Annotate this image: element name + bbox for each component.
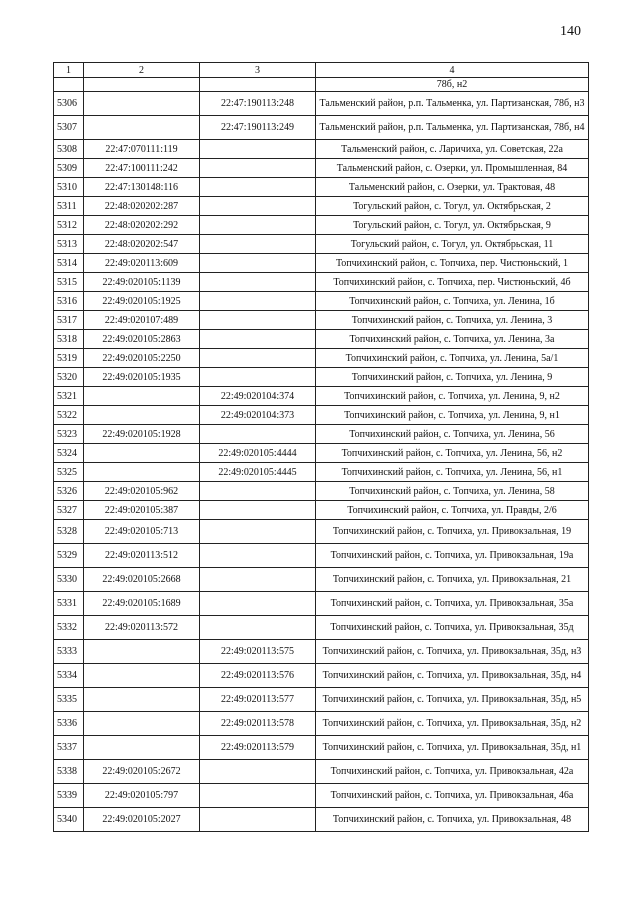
row-number-cell: 5307 (54, 116, 84, 140)
cadastral-number-cell: 22:49:020113:572 (84, 616, 200, 640)
continuation-row (54, 78, 589, 92)
cadastral-number-cell (84, 92, 200, 116)
row-number-cell: 5323 (54, 425, 84, 444)
row-number-cell (54, 78, 84, 92)
row-number-cell: 5308 (54, 140, 84, 159)
cadastral-number-cell: 22:49:020113:512 (84, 544, 200, 568)
table-row (54, 368, 589, 387)
page-number: 140 (560, 24, 581, 39)
cadastral-number-cell (84, 444, 200, 463)
cadastral-number-premises-cell (200, 140, 316, 159)
cadastral-number-cell: 22:49:020105:1925 (84, 292, 200, 311)
address-cell: Топчихинский район, с. Топчиха, ул. Ленина, 5а/1 (316, 349, 589, 368)
cadastral-number-premises-cell (200, 235, 316, 254)
cadastral-number-premises-cell: 22:49:020113:575 (200, 640, 316, 664)
row-number-cell: 5334 (54, 664, 84, 688)
cadastral-number-cell (84, 387, 200, 406)
row-number-cell: 5321 (54, 387, 84, 406)
cadastral-number-cell (84, 712, 200, 736)
table-row (54, 406, 589, 425)
row-number-cell: 5337 (54, 736, 84, 760)
table-row (54, 216, 589, 235)
row-number-cell: 5313 (54, 235, 84, 254)
address-cell: Топчихинский район, с. Топчиха, пер. Чистюньский, 4б (316, 273, 589, 292)
cadastral-number-cell: 22:47:070111:119 (84, 140, 200, 159)
row-number-cell: 5314 (54, 254, 84, 273)
cadastral-number-cell (84, 688, 200, 712)
header-col-2: 2 (84, 63, 200, 78)
row-number-cell: 5310 (54, 178, 84, 197)
header-col-4: 4 (316, 63, 589, 78)
row-number-cell: 5311 (54, 197, 84, 216)
address-cell: Топчихинский район, с. Топчиха, ул. Ленина, 58 (316, 482, 589, 501)
address-cell: Топчихинский район, с. Топчиха, ул. Привокзальная, 35д (316, 616, 589, 640)
address-cell: Топчихинский район, с. Топчиха, ул. Привокзальная, 35д, н1 (316, 736, 589, 760)
cadastral-number-premises-cell: 22:49:020105:4445 (200, 463, 316, 482)
header-col-1: 1 (54, 63, 84, 78)
cadastral-number-cell: 22:49:020105:1689 (84, 592, 200, 616)
cadastral-number-premises-cell (200, 616, 316, 640)
table-row (54, 444, 589, 463)
cadastral-number-cell (84, 640, 200, 664)
cadastral-number-premises-cell: 22:49:020104:374 (200, 387, 316, 406)
table-row (54, 387, 589, 406)
table-row (54, 116, 589, 140)
cadastral-number-premises-cell: 22:49:020105:4444 (200, 444, 316, 463)
cadastral-number-premises-cell (200, 216, 316, 235)
table-row (54, 292, 589, 311)
cadastral-number-premises-cell (200, 592, 316, 616)
address-cell: Тогульский район, с. Тогул, ул. Октябрьская, 11 (316, 235, 589, 254)
cadastral-number-premises-cell: 22:49:020104:373 (200, 406, 316, 425)
address-cell: Топчихинский район, с. Топчиха, ул. Ленина, 56 (316, 425, 589, 444)
table-row (54, 235, 589, 254)
cadastral-number-cell (84, 78, 200, 92)
address-cell: Топчихинский район, с. Топчиха, ул. Привокзальная, 35д, н2 (316, 712, 589, 736)
table-row (54, 544, 589, 568)
row-number-cell: 5340 (54, 808, 84, 832)
cadastral-number-premises-cell: 22:47:190113:248 (200, 92, 316, 116)
table-row (54, 425, 589, 444)
table-row (54, 501, 589, 520)
cadastral-number-cell (84, 406, 200, 425)
row-number-cell: 5315 (54, 273, 84, 292)
table-row (54, 640, 589, 664)
cadastral-number-cell: 22:49:020105:387 (84, 501, 200, 520)
cadastral-number-cell (84, 736, 200, 760)
cadastral-number-cell: 22:49:020105:713 (84, 520, 200, 544)
row-number-cell: 5319 (54, 349, 84, 368)
row-number-cell: 5338 (54, 760, 84, 784)
cadastral-number-premises-cell: 22:49:020113:577 (200, 688, 316, 712)
address-cell: Топчихинский район, с. Топчиха, ул. Привокзальная, 21 (316, 568, 589, 592)
cadastral-number-cell: 22:48:020202:287 (84, 197, 200, 216)
address-cell: Топчихинский район, с. Топчиха, ул. Привокзальная, 35а (316, 592, 589, 616)
table-row (54, 273, 589, 292)
address-cell: Топчихинский район, с. Топчиха, ул. Ленина, 56, н2 (316, 444, 589, 463)
cadastral-number-premises-cell (200, 330, 316, 349)
address-cell: Тальменский район, р.п. Тальменка, ул. Партизанская, 78б, н3 (316, 92, 589, 116)
table-row (54, 688, 589, 712)
table-row (54, 664, 589, 688)
row-number-cell: 5316 (54, 292, 84, 311)
cadastral-number-cell: 22:49:020105:797 (84, 784, 200, 808)
cadastral-number-premises-cell (200, 159, 316, 178)
cadastral-number-premises-cell: 22:49:020113:578 (200, 712, 316, 736)
table-row (54, 254, 589, 273)
cadastral-number-premises-cell (200, 178, 316, 197)
address-cell: Тогульский район, с. Тогул, ул. Октябрьская, 2 (316, 197, 589, 216)
cadastral-number-premises-cell (200, 78, 316, 92)
address-cell: Топчихинский район, с. Топчиха, ул. Ленина, 3 (316, 311, 589, 330)
address-cell: Топчихинский район, с. Топчиха, ул. Ленина, 56, н1 (316, 463, 589, 482)
address-cell: Топчихинский район, с. Топчиха, ул. Привокзальная, 46а (316, 784, 589, 808)
row-number-cell: 5336 (54, 712, 84, 736)
address-cell: Топчихинский район, с. Топчиха, ул. Привокзальная, 42а (316, 760, 589, 784)
cadastral-number-premises-cell (200, 349, 316, 368)
table-row (54, 140, 589, 159)
table-row (54, 616, 589, 640)
cadastral-number-premises-cell (200, 273, 316, 292)
property-registry-table (53, 62, 589, 832)
cadastral-number-cell: 22:49:020105:2668 (84, 568, 200, 592)
cadastral-number-premises-cell (200, 292, 316, 311)
table-row (54, 568, 589, 592)
row-number-cell: 5325 (54, 463, 84, 482)
row-number-cell: 5317 (54, 311, 84, 330)
table-row (54, 736, 589, 760)
table-row (54, 760, 589, 784)
cadastral-number-cell: 22:48:020202:547 (84, 235, 200, 254)
cadastral-number-premises-cell (200, 568, 316, 592)
row-number-cell: 5330 (54, 568, 84, 592)
cadastral-number-cell: 22:49:020105:962 (84, 482, 200, 501)
row-number-cell: 5326 (54, 482, 84, 501)
header-col-3: 3 (200, 63, 316, 78)
cadastral-number-premises-cell (200, 808, 316, 832)
table-row (54, 592, 589, 616)
address-cell: Топчихинский район, с. Топчиха, ул. Ленина, 9, н2 (316, 387, 589, 406)
row-number-cell: 5332 (54, 616, 84, 640)
address-cell: Топчихинский район, с. Топчиха, ул. Ленина, 1б (316, 292, 589, 311)
table-row (54, 197, 589, 216)
row-number-cell: 5328 (54, 520, 84, 544)
row-number-cell: 5324 (54, 444, 84, 463)
table-row (54, 482, 589, 501)
table-row (54, 784, 589, 808)
cadastral-number-cell: 22:49:020105:1935 (84, 368, 200, 387)
cadastral-number-cell: 22:49:020113:609 (84, 254, 200, 273)
cadastral-number-cell: 22:47:130148:116 (84, 178, 200, 197)
table-row (54, 349, 589, 368)
table-row (54, 520, 589, 544)
cadastral-number-premises-cell (200, 425, 316, 444)
row-number-cell: 5333 (54, 640, 84, 664)
row-number-cell: 5339 (54, 784, 84, 808)
address-cell: Топчихинский район, с. Топчиха, ул. Привокзальная, 19 (316, 520, 589, 544)
row-number-cell: 5306 (54, 92, 84, 116)
header-row (54, 63, 589, 78)
table-row (54, 463, 589, 482)
address-cell: Топчихинский район, с. Топчиха, ул. Ленина, 9, н1 (316, 406, 589, 425)
cadastral-number-premises-cell: 22:49:020113:579 (200, 736, 316, 760)
address-cell: Тогульский район, с. Тогул, ул. Октябрьская, 9 (316, 216, 589, 235)
address-cell: Тальменский район, с. Ларичиха, ул. Советская, 22а (316, 140, 589, 159)
cadastral-number-cell (84, 116, 200, 140)
cadastral-number-cell: 22:49:020105:2250 (84, 349, 200, 368)
table-row (54, 808, 589, 832)
table-row (54, 311, 589, 330)
address-cell: Топчихинский район, с. Топчиха, ул. Привокзальная, 35д, н5 (316, 688, 589, 712)
cadastral-number-cell: 22:49:020105:2672 (84, 760, 200, 784)
address-cell: Топчихинский район, с. Топчиха, ул. Правды, 2/6 (316, 501, 589, 520)
row-number-cell: 5309 (54, 159, 84, 178)
address-cell: Топчихинский район, с. Топчиха, ул. Ленина, 3а (316, 330, 589, 349)
cadastral-number-premises-cell: 22:47:190113:249 (200, 116, 316, 140)
cadastral-number-cell: 22:47:100111:242 (84, 159, 200, 178)
row-number-cell: 5327 (54, 501, 84, 520)
row-number-cell: 5318 (54, 330, 84, 349)
row-number-cell: 5329 (54, 544, 84, 568)
cadastral-number-cell: 22:49:020105:1139 (84, 273, 200, 292)
cadastral-number-cell: 22:49:020105:1928 (84, 425, 200, 444)
table-row (54, 159, 589, 178)
cadastral-number-premises-cell (200, 784, 316, 808)
cadastral-number-cell: 22:49:020105:2863 (84, 330, 200, 349)
address-cell: Тальменский район, р.п. Тальменка, ул. Партизанская, 78б, н4 (316, 116, 589, 140)
table-body (54, 78, 589, 832)
address-cell: Топчихинский район, с. Топчиха, ул. Привокзальная, 35д, н3 (316, 640, 589, 664)
address-cell: Топчихинский район, с. Топчиха, пер. Чистюньский, 1 (316, 254, 589, 273)
row-number-cell: 5331 (54, 592, 84, 616)
row-number-cell: 5335 (54, 688, 84, 712)
cadastral-number-premises-cell (200, 311, 316, 330)
table-row (54, 178, 589, 197)
cadastral-number-premises-cell (200, 368, 316, 387)
address-cell: Топчихинский район, с. Топчиха, ул. Привокзальная, 48 (316, 808, 589, 832)
cadastral-number-premises-cell (200, 544, 316, 568)
cadastral-number-premises-cell (200, 254, 316, 273)
row-number-cell: 5320 (54, 368, 84, 387)
cadastral-number-premises-cell (200, 501, 316, 520)
cadastral-number-premises-cell (200, 760, 316, 784)
address-cell: Топчихинский район, с. Топчиха, ул. Привокзальная, 35д, н4 (316, 664, 589, 688)
table-row (54, 712, 589, 736)
address-cell: Тальменский район, с. Озерки, ул. Трактовая, 48 (316, 178, 589, 197)
row-number-cell: 5322 (54, 406, 84, 425)
table-header (54, 63, 589, 78)
cadastral-number-cell (84, 463, 200, 482)
cadastral-number-cell: 22:49:020105:2027 (84, 808, 200, 832)
address-cell: Топчихинский район, с. Топчиха, ул. Ленина, 9 (316, 368, 589, 387)
address-cell: Тальменский район, с. Озерки, ул. Промышленная, 84 (316, 159, 589, 178)
table-row (54, 92, 589, 116)
address-cell: 78б, н2 (316, 78, 589, 92)
cadastral-number-cell: 22:49:020107:489 (84, 311, 200, 330)
cadastral-number-premises-cell (200, 520, 316, 544)
row-number-cell: 5312 (54, 216, 84, 235)
cadastral-number-premises-cell (200, 197, 316, 216)
table-row (54, 330, 589, 349)
address-cell: Топчихинский район, с. Топчиха, ул. Привокзальная, 19а (316, 544, 589, 568)
cadastral-number-cell: 22:48:020202:292 (84, 216, 200, 235)
cadastral-number-premises-cell (200, 482, 316, 501)
cadastral-number-cell (84, 664, 200, 688)
cadastral-number-premises-cell: 22:49:020113:576 (200, 664, 316, 688)
